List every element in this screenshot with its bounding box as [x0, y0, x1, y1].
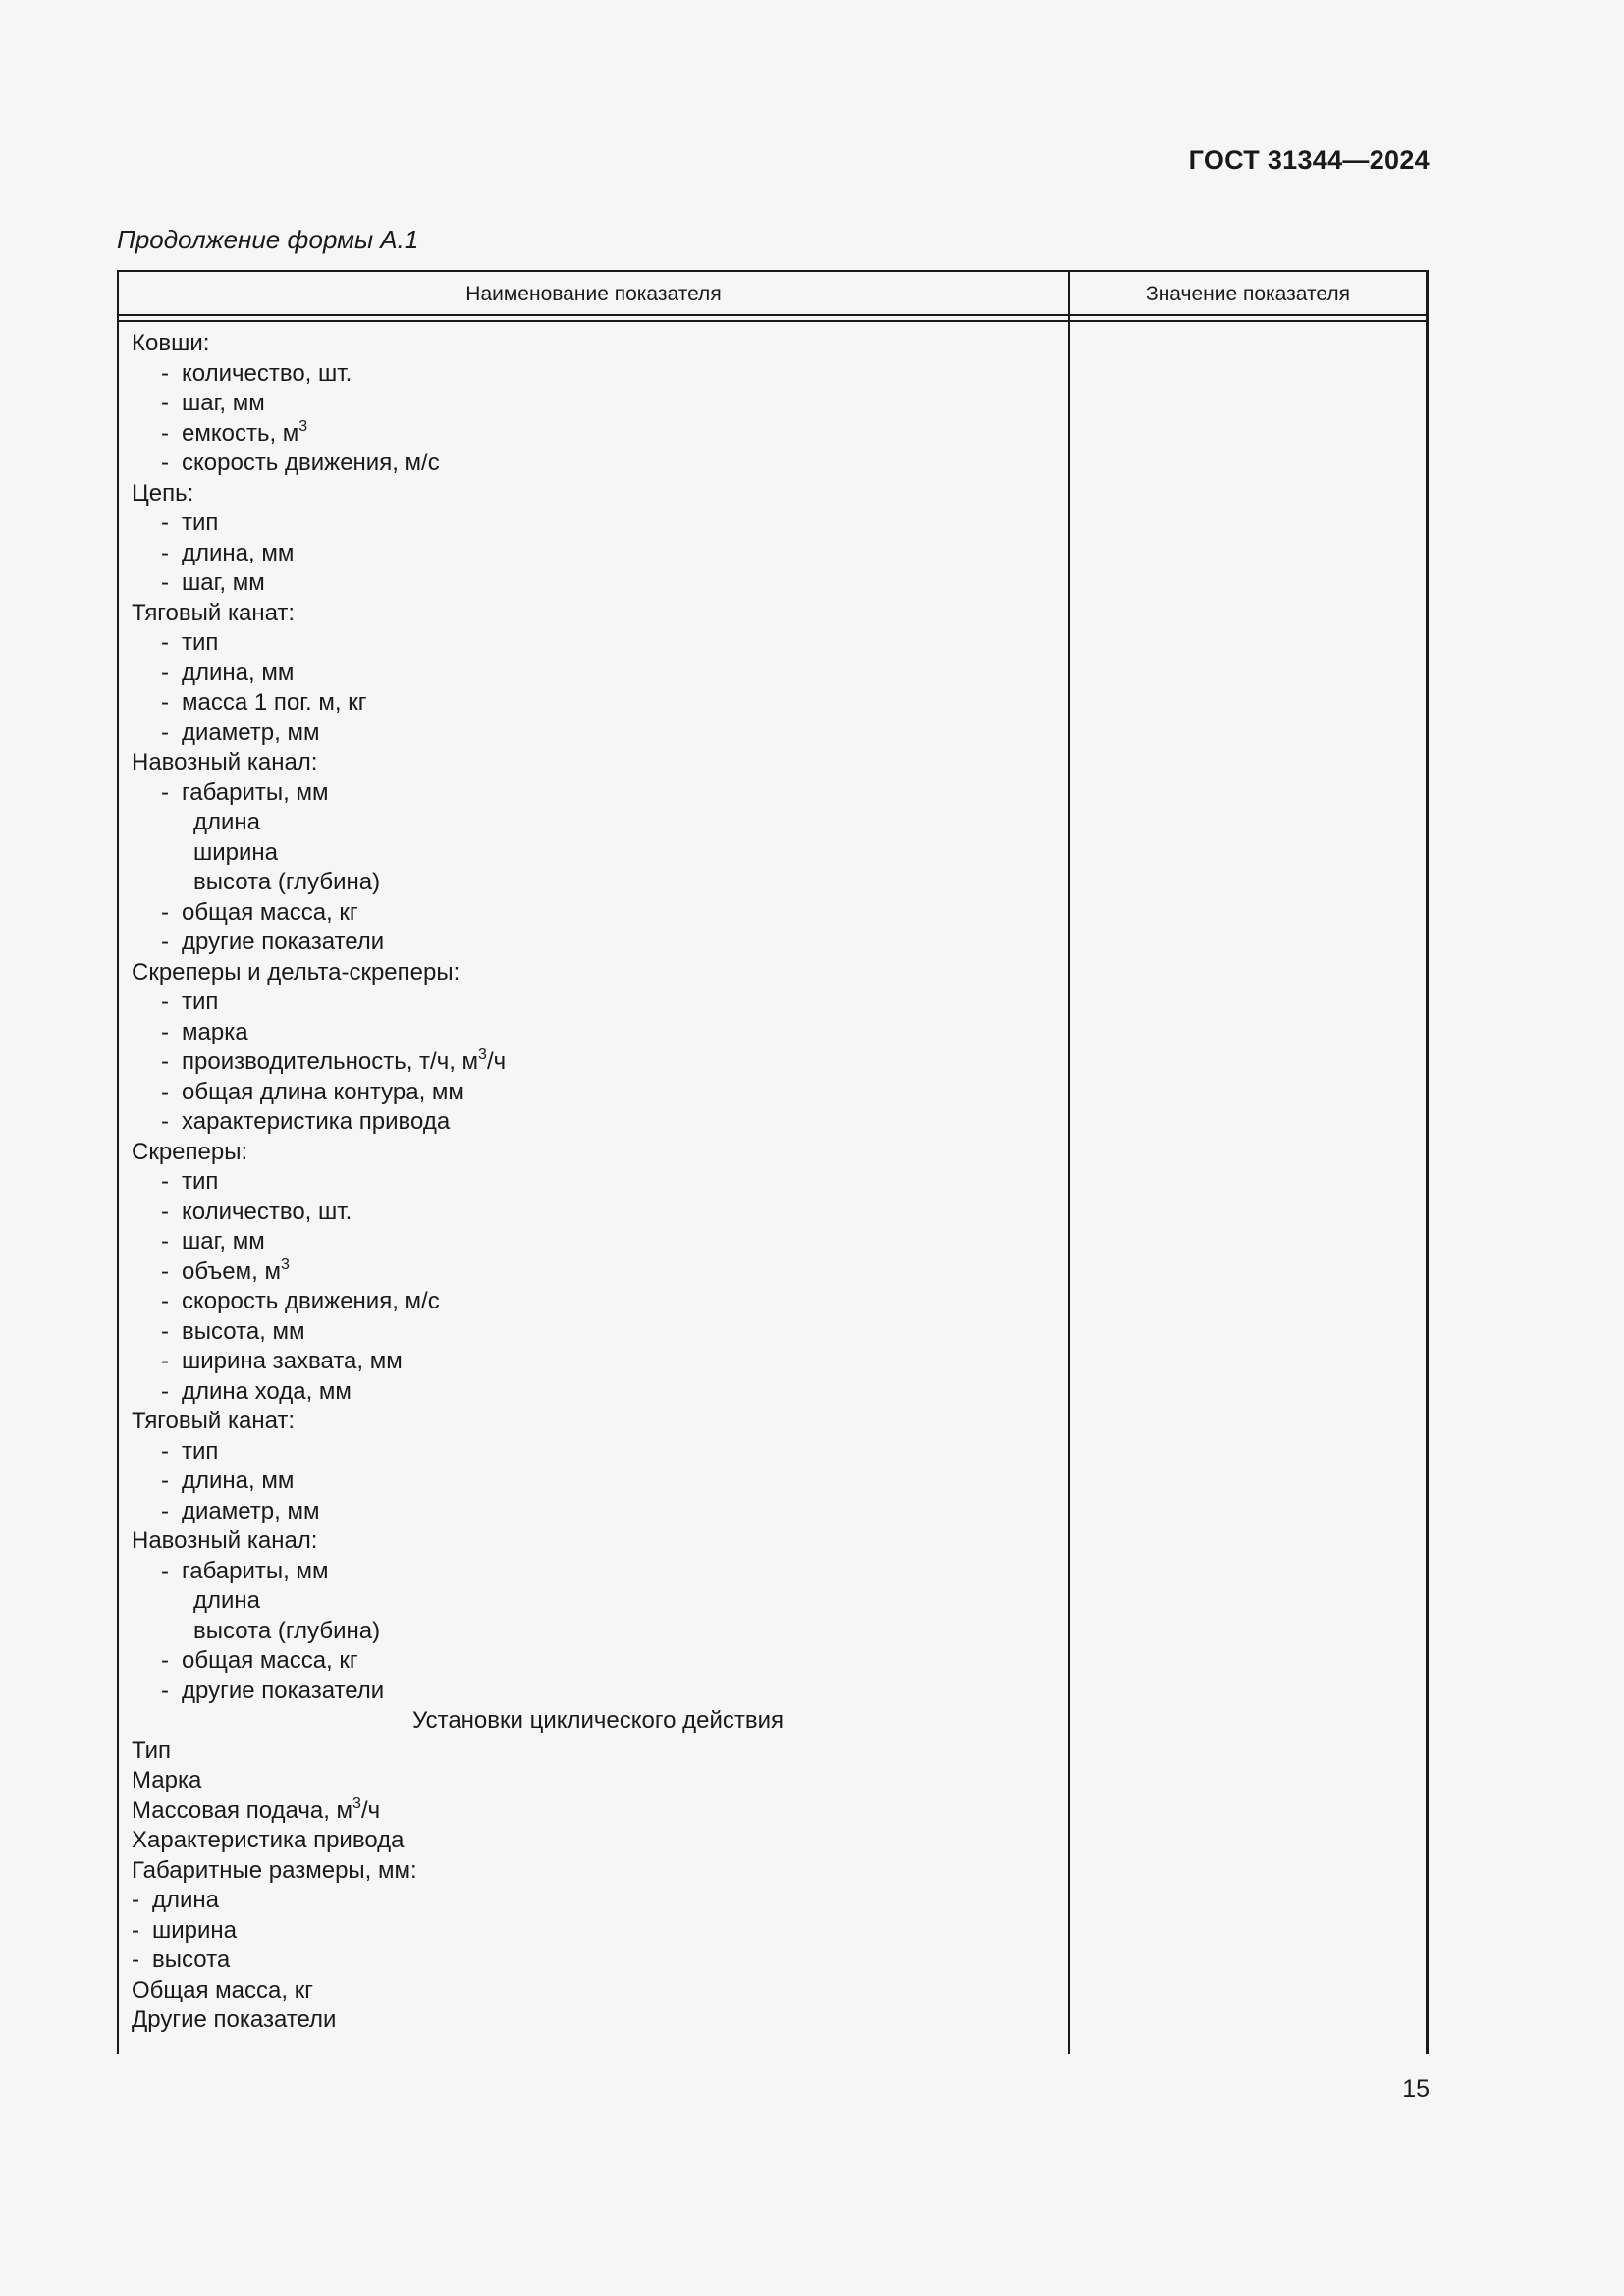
table-row: [132, 688, 1064, 719]
list-dash: -: [161, 1228, 169, 1255]
table-row: [132, 868, 1064, 898]
list-dash: -: [161, 1647, 169, 1674]
row-label: тип: [182, 1437, 219, 1465]
table-row: [132, 1736, 1064, 1767]
list-dash: -: [161, 929, 169, 955]
row-label: Установки циклического действия: [411, 1707, 785, 1734]
table-row: [132, 1946, 1064, 1976]
table-row: [132, 1167, 1064, 1198]
list-dash: -: [161, 1078, 169, 1105]
row-label: Навозный канал:: [132, 749, 318, 775]
row-label: скорость движения, м/с: [182, 450, 440, 476]
table-row: [132, 419, 1064, 450]
table-row: [132, 748, 1064, 778]
table-row: [132, 1407, 1064, 1437]
row-label: количество, шт.: [182, 359, 352, 387]
list-dash: -: [161, 988, 169, 1015]
list-dash: -: [132, 1887, 139, 1913]
table-row: [132, 958, 1064, 988]
row-label: общая масса, кг: [182, 898, 358, 926]
table-row: [132, 1826, 1064, 1856]
list-dash: -: [161, 1168, 169, 1195]
row-label: длина хода, мм: [182, 1377, 352, 1405]
table-row: [132, 1677, 1064, 1707]
row-label: длина: [193, 1587, 261, 1614]
table-row: [132, 1018, 1064, 1048]
row-label: Габаритные размеры, мм:: [132, 1856, 417, 1884]
table-row: [132, 898, 1064, 929]
table-row: [132, 1107, 1064, 1138]
list-dash: -: [161, 1048, 169, 1075]
row-label: Массовая подача, м: [132, 1796, 353, 1824]
table-row: [132, 1497, 1064, 1527]
list-dash: -: [161, 1288, 169, 1314]
table-row: [132, 1916, 1064, 1947]
list-dash: -: [161, 1468, 169, 1494]
table-row: [132, 359, 1064, 390]
table-row: [132, 1796, 1064, 1827]
row-label: габариты, мм: [182, 1557, 329, 1584]
list-dash: -: [161, 659, 169, 686]
row-label: другие показатели: [182, 1677, 385, 1704]
table-row: [132, 1198, 1064, 1228]
list-dash: -: [161, 419, 169, 447]
row-label: Ковши:: [132, 330, 210, 356]
table-row: [132, 1257, 1064, 1288]
row-label: диаметр, мм: [182, 1497, 320, 1524]
row-label: Марка: [132, 1767, 202, 1793]
table-row: [132, 1227, 1064, 1257]
table-row: [132, 568, 1064, 599]
row-label: марка: [182, 1018, 248, 1045]
list-dash: -: [132, 1947, 139, 1973]
row-label: длина: [193, 809, 261, 835]
row-label: характеристика привода: [182, 1108, 451, 1135]
row-label: производительность, т/ч, м: [182, 1048, 479, 1075]
table-row: [132, 1467, 1064, 1497]
column-header-name: Наименование показателя: [465, 283, 722, 305]
row-label: скорость движения, м/с: [182, 1288, 440, 1314]
table-row: [132, 1646, 1064, 1677]
row-label: длина, мм: [182, 539, 295, 566]
row-label-suffix: /ч: [360, 1796, 381, 1824]
table-row: [132, 1886, 1064, 1916]
indicator-table: [117, 270, 1429, 2054]
list-dash: -: [161, 390, 169, 416]
table-row: [132, 808, 1064, 838]
table-row: [132, 838, 1064, 869]
row-label: длина, мм: [182, 1468, 295, 1494]
row-label-suffix: /ч: [486, 1048, 507, 1075]
row-label: объем, м: [182, 1257, 281, 1285]
table-row: [132, 1047, 1064, 1078]
form-caption: Продолжение формы А.1: [117, 225, 419, 254]
table-row: [132, 539, 1064, 569]
row-label: Скреперы:: [132, 1138, 248, 1165]
row-label: тип: [182, 629, 219, 656]
list-dash: -: [161, 1677, 169, 1704]
list-dash: -: [161, 539, 169, 566]
table-row: [132, 928, 1064, 958]
row-label: ширина: [193, 838, 279, 866]
row-label: длина, мм: [182, 659, 295, 686]
standard-header: ГОСТ 31344—2024: [1188, 145, 1430, 175]
list-dash: -: [161, 450, 169, 476]
row-label: общая длина контура, мм: [182, 1078, 464, 1105]
row-label: высота (глубина): [193, 1617, 381, 1644]
row-label: высота, мм: [182, 1317, 305, 1345]
row-label: длина: [152, 1887, 220, 1913]
row-label: шаг, мм: [182, 569, 265, 596]
row-label: ширина захвата, мм: [182, 1348, 403, 1374]
row-label: диаметр, мм: [182, 719, 320, 746]
row-superscript: 3: [478, 1046, 487, 1063]
row-label: шаг, мм: [182, 1228, 265, 1255]
list-dash: -: [161, 569, 169, 596]
list-dash: -: [161, 898, 169, 926]
row-superscript: 3: [298, 417, 308, 435]
row-label: тип: [182, 988, 219, 1015]
table-row: [132, 1526, 1064, 1557]
table-row: [132, 1078, 1064, 1108]
table-row: [132, 1586, 1064, 1617]
list-dash: -: [161, 359, 169, 387]
row-label: масса 1 пог. м, кг: [182, 689, 367, 716]
row-label: высота: [152, 1947, 231, 1973]
list-dash: -: [161, 719, 169, 746]
table-row: [132, 599, 1064, 629]
table-row: [132, 1138, 1064, 1168]
list-dash: -: [161, 1257, 169, 1285]
list-dash: -: [161, 1497, 169, 1524]
table-row: [132, 1437, 1064, 1468]
row-label: ширина: [152, 1916, 238, 1944]
row-label: Навозный канал:: [132, 1527, 318, 1554]
list-dash: -: [161, 689, 169, 716]
row-label: другие показатели: [182, 929, 385, 955]
row-label: количество, шт.: [182, 1198, 352, 1225]
page-number: 15: [1402, 2075, 1430, 2103]
table-row: [132, 389, 1064, 419]
list-dash: -: [161, 1018, 169, 1045]
table-header-rule-double: [117, 320, 1429, 322]
table-row: [132, 2005, 1064, 2036]
list-dash: -: [161, 1348, 169, 1374]
table-row: [132, 778, 1064, 809]
list-dash: -: [161, 509, 169, 536]
table-header-rule: [117, 314, 1429, 316]
column-header-value: Значение показателя: [1146, 283, 1350, 305]
list-dash: -: [161, 1317, 169, 1345]
list-dash: -: [161, 1437, 169, 1465]
table-row: [132, 1287, 1064, 1317]
row-label: тип: [182, 1168, 219, 1195]
table-row: [132, 1706, 1064, 1736]
list-dash: -: [161, 1108, 169, 1135]
table-row: [132, 988, 1064, 1018]
table-border-left: [117, 270, 119, 2054]
row-label: габариты, мм: [182, 778, 329, 806]
list-dash: -: [161, 1377, 169, 1405]
list-dash: -: [161, 778, 169, 806]
table-body: [132, 329, 1064, 2036]
table-row: [132, 628, 1064, 659]
row-label: Тяговый канат:: [132, 1408, 296, 1434]
row-label: высота (глубина): [193, 869, 381, 895]
table-row: [132, 1377, 1064, 1408]
list-dash: -: [161, 1557, 169, 1584]
table-row: [132, 1317, 1064, 1348]
row-label: Тип: [132, 1736, 172, 1764]
list-dash: -: [161, 1198, 169, 1225]
table-row: [132, 329, 1064, 359]
table-row: [132, 659, 1064, 689]
row-superscript: 3: [280, 1255, 290, 1273]
table-row: [132, 1976, 1064, 2006]
table-row: [132, 1617, 1064, 1647]
row-label: шаг, мм: [182, 390, 265, 416]
table-row: [132, 1856, 1064, 1887]
list-dash: -: [161, 629, 169, 656]
table-border-right: [1426, 270, 1429, 2054]
row-label: Общая масса, кг: [132, 1976, 313, 2003]
row-label: общая масса, кг: [182, 1647, 358, 1674]
row-label: Скреперы и дельта-скреперы:: [132, 958, 460, 986]
row-label: Цепь:: [132, 479, 194, 507]
table-row: [132, 508, 1064, 539]
table-row: [132, 1766, 1064, 1796]
row-label: Тяговый канат:: [132, 599, 296, 626]
row-label: Другие показатели: [132, 2006, 337, 2033]
table-row: [132, 479, 1064, 509]
table-column-divider: [1068, 270, 1070, 2054]
row-label: тип: [182, 509, 219, 536]
row-label: емкость, м: [182, 419, 299, 447]
table-row: [132, 1557, 1064, 1587]
row-label: Характеристика привода: [132, 1827, 405, 1853]
list-dash: -: [132, 1916, 139, 1944]
table-row: [132, 449, 1064, 479]
table-row: [132, 719, 1064, 749]
row-superscript: 3: [352, 1794, 361, 1812]
table-row: [132, 1347, 1064, 1377]
